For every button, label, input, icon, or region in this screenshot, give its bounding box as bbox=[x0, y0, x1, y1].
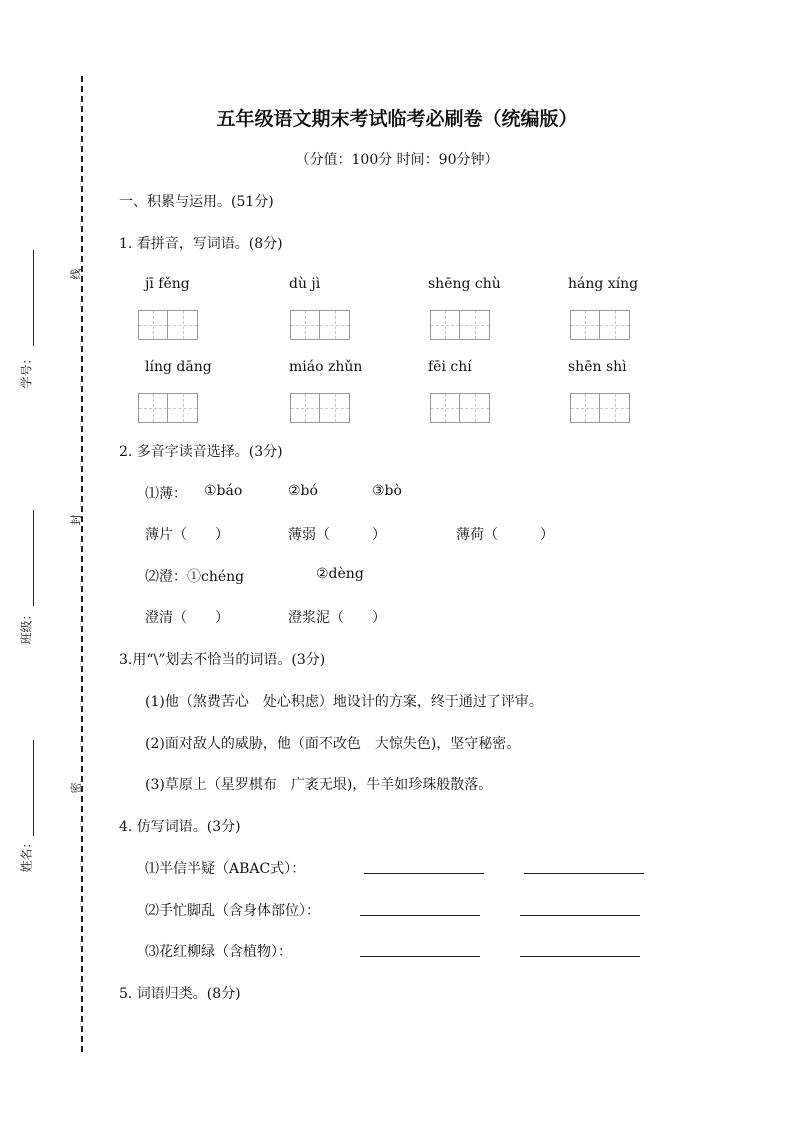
seal-char-xian: 线 bbox=[69, 268, 83, 280]
section-heading: 一、积累与运用。(51分) bbox=[119, 194, 274, 210]
q2-bo-char: ⑴薄： bbox=[145, 486, 187, 502]
seal-char-mi: 密 bbox=[69, 782, 83, 794]
q2-deng-char: ⑵澄：①chéng bbox=[145, 569, 245, 585]
writing-grid[interactable] bbox=[290, 310, 350, 340]
answer-blank[interactable] bbox=[524, 873, 644, 874]
q4-label: 4. 仿写词语。(3分) bbox=[119, 819, 241, 835]
q2-bo-option: ③bò bbox=[372, 483, 402, 499]
pinyin-item: miáo zhǔn bbox=[289, 359, 363, 375]
writing-grid[interactable] bbox=[570, 310, 630, 340]
q1-label: 1. 看拼音，写词语。(8分) bbox=[119, 236, 283, 252]
q3-item: (1)他（煞费苦心 处心积虑）地设计的方案，终于通过了评审。 bbox=[145, 694, 543, 710]
name-rule bbox=[33, 740, 34, 836]
binding-dashed-line bbox=[81, 76, 83, 1052]
page-title: 五年级语文期末考试临考必刷卷（统编版） bbox=[216, 108, 578, 130]
q3-label: 3.用“\”划去不恰当的词语。(3分) bbox=[119, 652, 326, 668]
q2-bo-word[interactable]: 薄弱（ ） bbox=[288, 527, 386, 543]
q3-item: (3)草原上（星罗棋布 广袤无垠)，牛羊如珍珠般散落。 bbox=[145, 777, 493, 793]
q2-bo-word[interactable]: 薄片（ ） bbox=[145, 527, 229, 543]
writing-grid[interactable] bbox=[430, 310, 490, 340]
answer-blank[interactable] bbox=[360, 956, 480, 957]
writing-grid[interactable] bbox=[138, 310, 198, 340]
pinyin-item: shēn shì bbox=[568, 359, 627, 375]
name-label: 姓名： bbox=[19, 836, 34, 873]
q4-item: ⑵手忙脚乱（含身体部位）： bbox=[145, 903, 320, 919]
q2-bo-option: ①báo bbox=[204, 483, 243, 499]
writing-grid[interactable] bbox=[138, 393, 198, 423]
page-subtitle: （分值：100分 时间：90分钟） bbox=[295, 152, 499, 168]
q4-item: ⑶花红柳绿（含植物）： bbox=[145, 944, 292, 960]
answer-blank[interactable] bbox=[364, 873, 484, 874]
class-rule bbox=[33, 510, 34, 606]
q2-deng-option: ②dèng bbox=[316, 566, 364, 582]
q2-bo-word[interactable]: 薄荷（ ） bbox=[456, 527, 554, 543]
q2-deng-word[interactable]: 澄清（ ） bbox=[145, 610, 229, 626]
seal-char-feng: 封 bbox=[69, 514, 83, 526]
student-id-rule bbox=[33, 250, 34, 346]
pinyin-item: jī fěng bbox=[145, 276, 190, 292]
q2-label: 2. 多音字读音选择。(3分) bbox=[119, 444, 283, 460]
q3-item: (2)面对敌人的威胁，他（面不改色 大惊失色)，坚守秘密。 bbox=[145, 736, 521, 752]
q5-label: 5. 词语归类。(8分) bbox=[119, 986, 241, 1002]
q4-item: ⑴半信半疑（ABAC式）： bbox=[145, 861, 306, 877]
pinyin-item: shēng chù bbox=[428, 276, 501, 292]
writing-grid[interactable] bbox=[430, 393, 490, 423]
writing-grid[interactable] bbox=[570, 393, 630, 423]
answer-blank[interactable] bbox=[360, 915, 480, 916]
class-label: 班级： bbox=[19, 608, 34, 645]
q2-deng-word[interactable]: 澄浆泥（ ） bbox=[288, 610, 386, 626]
q2-bo-option: ②bó bbox=[288, 483, 318, 499]
writing-grid[interactable] bbox=[290, 393, 350, 423]
answer-blank[interactable] bbox=[520, 915, 640, 916]
student-id-label: 学号： bbox=[19, 352, 34, 389]
pinyin-item: dù jì bbox=[289, 276, 321, 292]
pinyin-item: fēi chí bbox=[428, 359, 472, 375]
pinyin-item: háng xíng bbox=[568, 276, 639, 292]
answer-blank[interactable] bbox=[520, 956, 640, 957]
pinyin-item: líng dāng bbox=[145, 359, 212, 375]
